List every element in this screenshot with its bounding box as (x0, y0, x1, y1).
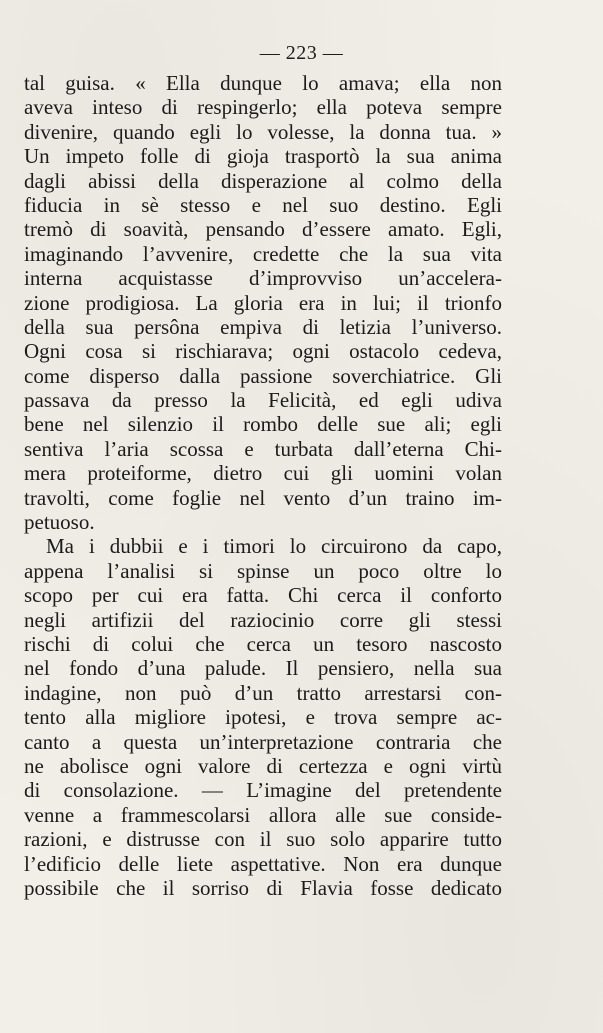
text-line: travolti, come foglie nel vento d’un traino im- (24, 485, 502, 510)
text-line: come disperso dalla passione soverchiatrice. Gli (24, 363, 502, 388)
text-line: tal guisa. « Ella dunque lo amava; ella non (24, 71, 502, 95)
text-line: nel fondo d’una palude. Il pensiero, nella sua (24, 656, 502, 681)
text-line: venne a frammescolarsi allora alle sue conside- (24, 802, 502, 827)
text-line: ne abolisce ogni valore di certezza e ogni virtù (24, 753, 502, 778)
text-line: tremò di soavità, pensando d’essere amato. Egli, (24, 217, 502, 242)
text-line: aveva inteso di respingerlo; ella poteva sempre (24, 95, 502, 120)
text-line: sentiva l’aria scossa e turbata dall’eterna Chi- (24, 436, 502, 461)
text-line: scopo per cui era fatta. Chi cerca il conforto (24, 583, 502, 608)
text-line: tento alla migliore ipotesi, e trova sempre ac- (24, 705, 502, 730)
text-line: negli artifizii del raziocinio corre gli stessi (24, 607, 502, 632)
text-line: l’edificio delle liete aspettative. Non era dunque (24, 851, 502, 876)
text-line: razioni, e distrusse con il suo solo apparire tutto (24, 827, 502, 852)
page-number: — 223 — (259, 42, 344, 64)
text-line: canto a questa un’interpretazione contraria che (24, 729, 502, 754)
text-line: indagine, non può d’un tratto arrestarsi con- (24, 680, 502, 705)
text-line: rischi di colui che cerca un tesoro nascosto (24, 631, 502, 656)
text-line: imaginando l’avvenire, credette che la sua vita (24, 241, 502, 266)
text-line: passava da presso la Felicità, ed egli udiva (24, 388, 502, 413)
text-line: bene nel silenzio il rombo delle sue ali; egli (24, 412, 502, 437)
text-line: dagli abissi della disperazione al colmo della (24, 168, 502, 193)
text-line: zione prodigiosa. La gloria era in lui; il trionfo (24, 290, 502, 315)
text-line: della sua persôna empiva di letizia l’universo. (24, 314, 502, 339)
text-line: fiducia in sè stesso e nel suo destino. Egli (24, 192, 502, 217)
body-text (24, 71, 502, 900)
text-line: Un impeto folle di gioja trasportò la sua anima (24, 144, 502, 169)
text-line: possibile che il sorriso di Flavia fosse dedicato (24, 875, 502, 900)
paragraph-end-line: petuoso. (24, 510, 95, 535)
text-line: interna acquistasse d’improvviso un’accelera- (24, 266, 502, 291)
text-line: appena l’analisi si spinse un poco oltre lo (24, 558, 502, 583)
text-line: mera proteiforme, dietro cui gli uomini volan (24, 461, 502, 486)
text-line: di consolazione. — L’imagine del pretendente (24, 778, 502, 803)
paragraph-start-line: Ma i dubbii e i timori lo circuirono da capo, (46, 534, 502, 559)
text-line: Ogni cosa si rischiarava; ogni ostacolo cedeva, (24, 339, 502, 364)
text-line: divenire, quando egli lo volesse, la donna tua. » (24, 119, 502, 144)
